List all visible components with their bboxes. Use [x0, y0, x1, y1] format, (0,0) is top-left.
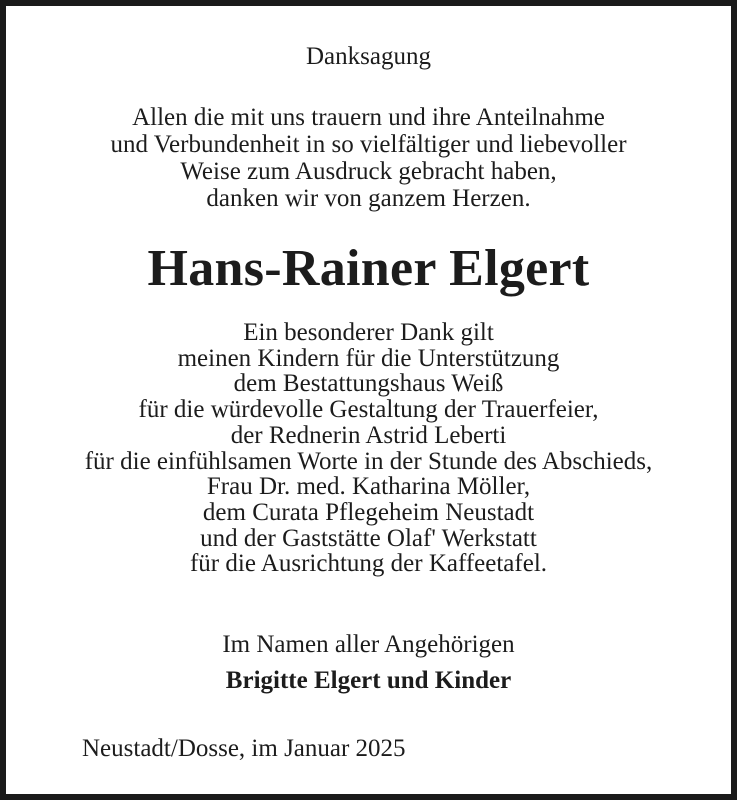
- notice-heading: Danksagung: [306, 43, 431, 70]
- thanks-text: [6, 320, 731, 577]
- thanks-line: für die Ausrichtung der Kaffeetafel.: [189, 550, 548, 578]
- thanks-line: Ein besonderer Dank gilt: [243, 319, 494, 346]
- intro-text: [6, 104, 731, 212]
- thanks-line: und der Gaststätte Olaf' Werkstatt: [200, 524, 537, 552]
- intro-line: Weise zum Ausdruck gebracht haben,: [180, 158, 557, 185]
- thanks-line: meinen Kindern für die Unterstützung: [177, 344, 560, 372]
- thanks-line: für die einfühlsamen Worte in der Stunde des Abschieds,: [84, 447, 653, 475]
- thanks-line: dem Bestattungshaus Weiß: [233, 370, 504, 398]
- intro-line: danken wir von ganzem Herzen.: [206, 185, 531, 212]
- deceased-name: Hans-Rainer Elgert: [147, 240, 590, 297]
- intro-line: Allen die mit uns trauern und ihre Anteilnahme: [132, 104, 605, 131]
- on-behalf-line: Im Namen aller Angehörigen: [222, 631, 515, 658]
- thanks-line: für die würdevolle Gestaltung der Trauerfeier,: [138, 396, 599, 424]
- intro-line: und Verbundenheit in so vielfältiger und liebevoller: [110, 131, 627, 158]
- thanks-line: dem Curata Pflegeheim Neustadt: [202, 498, 535, 526]
- signers-line: Brigitte Elgert und Kinder: [225, 667, 512, 694]
- thanks-line: der Rednerin Astrid Leberti: [230, 421, 507, 449]
- place-date: Neustadt/Dosse, im Januar 2025: [82, 735, 406, 762]
- thanks-line: Frau Dr. med. Katharina Möller,: [206, 473, 531, 501]
